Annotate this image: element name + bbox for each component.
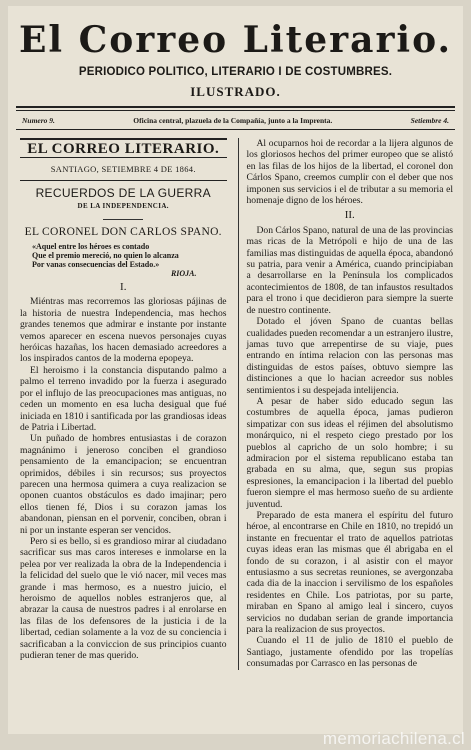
issue-number: Numero 9. bbox=[22, 116, 55, 125]
paragraph: Dotado el jóven Spano de cuantas bellas cualidades pueden recomendar a un estranjero ilustre, jamas tuvo que arrepentirse de su viaje, pues entrando en íntima relacion con las personas mas distinguidas de estos países, obtuvo siempre las distinciones a que lo hacian acreedor sus nobles sentimientos i su despejada intelijencia. bbox=[246, 316, 453, 396]
epigraph bbox=[32, 242, 227, 278]
section-rule bbox=[103, 219, 143, 220]
epigraph-line: «Aquel entre los héroes es contado bbox=[32, 242, 150, 252]
column-title: EL CORREO LITERARIO. bbox=[20, 138, 227, 158]
paragraph: Preparado de esta manera el espíritu del futuro héroe, al encontrarse en Chile en 1810, no trepidó un instante en frecuentar el trato de aquellos patriotas cuyas ideas eran las mismas que él abrigaba en el fondo de su corazon, i al asistir con el mayor entusiasmo a sus secretas reuniones, se avergonzaba cada dia de la inaccion i servilismo de los españoles residentes en Chile. Los patriotas, por su parte, miraban en Spano al amigo leal i sincero, cuyos servicios no dudaban serian de grande importancia para la realizacion de sus proyectos. bbox=[246, 510, 453, 636]
left-column bbox=[20, 138, 232, 670]
paragraph: Cuando el 11 de julio de 1810 el pueblo de Santiago, justamente ofendido por las tropelías consumadas por Carrasco en las personas de bbox=[246, 635, 453, 670]
epigraph-line: Por vanas consecuencias del Estado.» bbox=[32, 260, 160, 270]
article-columns bbox=[20, 138, 453, 670]
paragraph: Don Cárlos Spano, natural de una de las provincias mas ricas de la Metrópoli e hijo de una de las familias mas distinguidas de aquella época, abandonó su patria, para venir a América, cuando principiaban a desarrollarse en la Península los complicados acontecimientos de 1808, de tan infaustos resultados para el trono i que decidieron para siempre la suerte de nuestro continente. bbox=[246, 224, 453, 316]
article-title: EL CORONEL DON CARLOS SPANO. bbox=[24, 225, 222, 238]
chapter-number: I. bbox=[120, 281, 127, 294]
masthead-subtitle: PERIODICO POLITICO, LITERARIO I DE COSTUMBRES. bbox=[78, 66, 393, 78]
epigraph-line: Que el premio mereció, no quien lo alcanza bbox=[32, 251, 179, 261]
masthead-tagline: ILUSTRADO. bbox=[190, 84, 281, 99]
section-subtitle: DE LA INDEPENDENCIA. bbox=[77, 202, 169, 211]
masthead-title: El Correo Literario. bbox=[18, 19, 453, 61]
dateline: SANTIAGO, SETIEMBRE 4 DE 1864. bbox=[20, 158, 227, 180]
right-column bbox=[244, 138, 453, 670]
newspaper-page bbox=[8, 6, 463, 734]
paragraph: Al ocuparnos hoi de recordar a la lijera algunos de los gloriosos hechos del primer europeo que se alistó en las filas de los hijos de la libertad, el coronel don Cárlos Spano, creemos cumplir con el deber que nos imponen sus servicios i el de tributar a su memoria el homenaje digno de los héroes. bbox=[246, 138, 453, 207]
paragraph: Un puñado de hombres entusiastas i de corazon magnánimo i jeneroso conciben el grandioso pensamiento de la emancipacion; se encuentran oprimidos, débiles i sin recursos; sus proyectos parecen una hermosa quimera a cuya realizacion se oponen cuantos obstáculos es dado imajinar; pero ellos tienen fé, Dios i su corazon jamas los abandonan, piensan en el porvenir, conciben, obran i ni por un instante esperan ser vencidos. bbox=[20, 433, 227, 536]
paragraph: Pero si es bello, si es grandioso mirar al ciudadano sacrificar sus mas caros intereses e inmolarse en la pelea por ver realizada la obra de la Independencia i la felicidad del suelo que le vió nacer, mil veces mas grande i mas hermoso, es a nuestro juicio, el heroismo de aquellos nobles estranjeros que, al abrazar la causa de nuestros padres i al enrolarse en las filas de los defensores de la justicia i de la libertad, cedian solamente a la voz de su conciencia i sacrificaban a la conviccion de sus principios cuanto pudieran tener de mas querido. bbox=[20, 535, 227, 662]
chapter-number: II. bbox=[344, 209, 355, 222]
epigraph-source: RIOJA. bbox=[170, 269, 197, 279]
info-rule bbox=[16, 129, 455, 130]
paragraph: A pesar de haber sido educado segun las costumbres de aquella época, jamas pudieron simpatizar con sus ideas el réjimen del absolutismo monárquico, ni el respeto ciego prestado por los pueblos al capricho de un solo hombre; i su admiracion por el sistema republicano estaba tan grabada en su alma, que, segun sus propias espresiones, la emancipacion i la libertad del pueblo fueron siempre el mas hermoso sueño de su ardiente juventud. bbox=[246, 395, 453, 510]
issue-info-bar bbox=[8, 111, 463, 129]
section-title: RECUERDOS DE LA GUERRA bbox=[35, 185, 211, 200]
issue-date: Setiembre 4. bbox=[410, 116, 449, 125]
watermark-text: memoriachilena.cl bbox=[322, 729, 465, 748]
paragraph: El heroismo i la constancia disputando palmo a palmo el terreno invadido por la fuerza i asegurado por el influjo de las preocupaciones mas antiguas, no ceden un momento en esa lucha desigual que fué iniciada en 1810 i santificada por las grandiosas ideas de Patria i Libertad. bbox=[20, 364, 227, 433]
column-divider bbox=[238, 138, 239, 670]
paragraph: Miéntras mas recorremos las gloriosas pájinas de la historia de nuestra Independencia, mas hechos grandes tenemos que admirar e instante por instante vemos aparecer en escena nuevos personajes cuyas heróicas hazañas, los hacen demasiado acreedores a los inspirados cantos de la moderna epopeya. bbox=[20, 296, 227, 365]
office-address: Oficina central, plazuela de la Compañía, junto a la Imprenta. bbox=[133, 116, 333, 125]
